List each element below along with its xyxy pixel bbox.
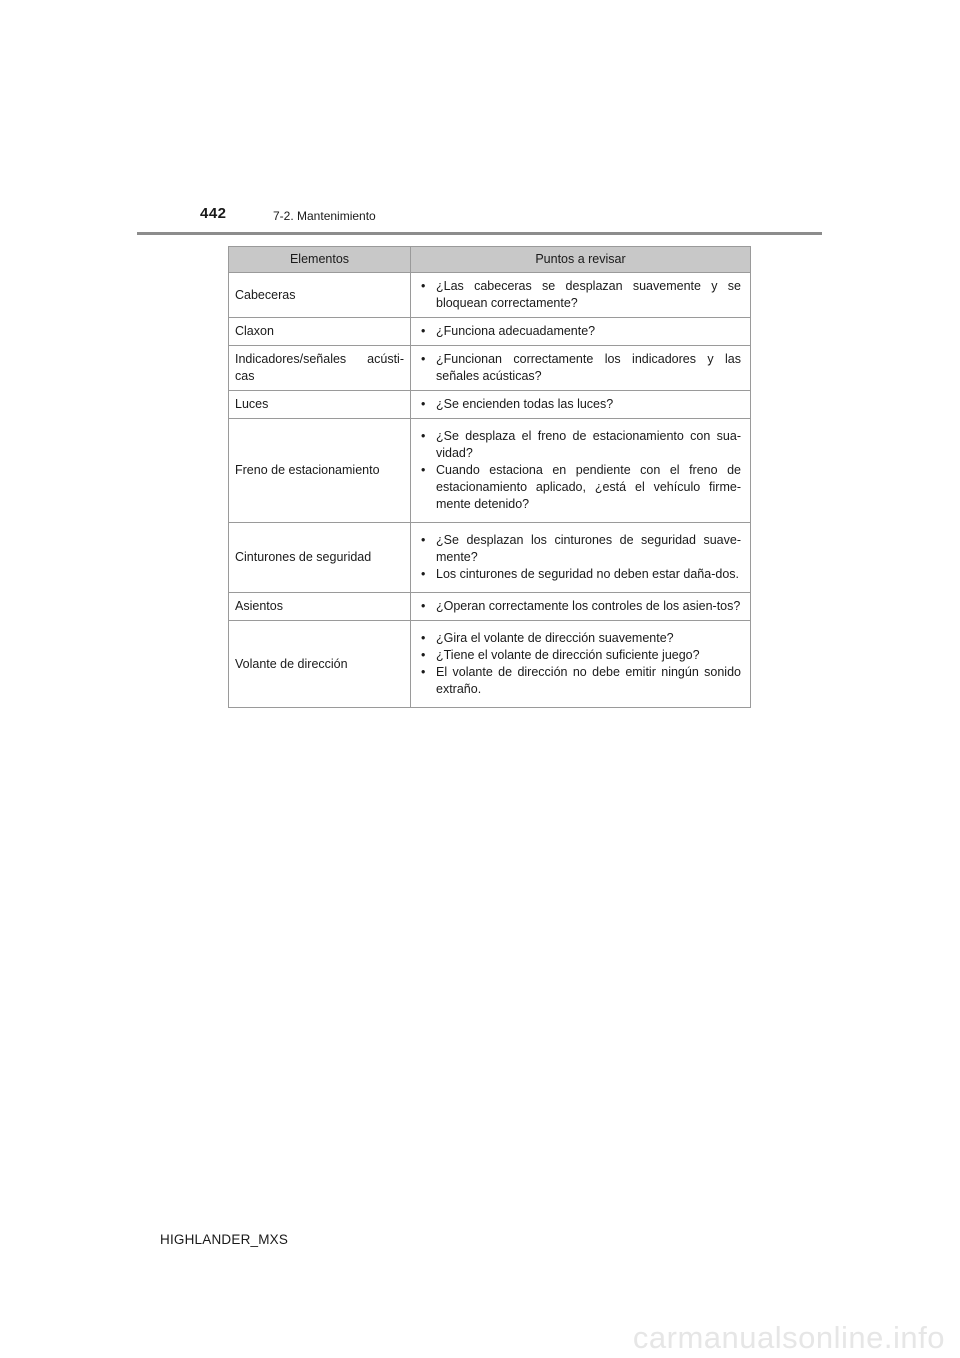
watermark: carmanualsonline.info — [632, 1320, 945, 1355]
bullet-marker: • — [421, 279, 426, 293]
check-point-text: ¿Tiene el volante de dirección suficiente juego? — [436, 648, 700, 662]
bullet-marker: • — [421, 324, 426, 338]
table-header-row — [229, 247, 751, 273]
check-point-text: ¿Operan correctamente los controles de los asien-tos? — [436, 599, 741, 613]
row-item-label: Freno de estacionamiento — [229, 419, 411, 523]
bullet-marker: • — [421, 665, 426, 679]
maintenance-check-table — [228, 246, 751, 708]
bullet-marker: • — [421, 631, 426, 645]
row-item-label: Volante de dirección — [229, 621, 411, 708]
footer-model-code: HIGHLANDER_MXS — [160, 1232, 289, 1247]
check-point-text: El volante de dirección no debe emitir ningún sonido extraño. — [436, 665, 741, 696]
check-point — [419, 598, 741, 615]
section-title: 7-2. Mantenimiento — [273, 209, 376, 223]
table-row — [229, 273, 751, 318]
row-check-points — [411, 621, 751, 708]
check-point — [419, 566, 741, 583]
header-divider — [137, 232, 822, 235]
check-point — [419, 462, 741, 513]
table-row — [229, 419, 751, 523]
bullet-marker: • — [421, 648, 426, 662]
table-row — [229, 593, 751, 621]
row-check-points — [411, 523, 751, 593]
check-point-text: Los cinturones de seguridad no deben estar daña-dos. — [436, 567, 739, 581]
check-point — [419, 396, 741, 413]
row-check-points — [411, 346, 751, 391]
column-header-elementos: Elementos — [229, 247, 411, 273]
check-point-text: ¿Funciona adecuadamente? — [436, 324, 596, 338]
table-row — [229, 523, 751, 593]
row-check-points — [411, 273, 751, 318]
bullet-marker: • — [421, 599, 426, 613]
row-check-points — [411, 419, 751, 523]
check-point — [419, 428, 741, 462]
check-point — [419, 647, 741, 664]
row-item-label: Luces — [229, 391, 411, 419]
check-point — [419, 278, 741, 312]
check-point-text: ¿Funcionan correctamente los indicadores y las señales acústicas? — [436, 352, 741, 383]
check-point — [419, 532, 741, 566]
bullet-marker: • — [421, 567, 426, 581]
row-item-label: Cabeceras — [229, 273, 411, 318]
row-check-points — [411, 391, 751, 419]
table-row — [229, 391, 751, 419]
check-point — [419, 351, 741, 385]
check-point-text: Cuando estaciona en pendiente con el freno de estacionamiento aplicado, ¿está el vehículo firme-mente detenido? — [436, 463, 741, 511]
check-point — [419, 630, 741, 647]
table-row — [229, 346, 751, 391]
row-check-points — [411, 593, 751, 621]
bullet-marker: • — [421, 533, 426, 547]
table-row — [229, 318, 751, 346]
check-point-text: ¿Se desplazan los cinturones de seguridad suave-mente? — [436, 533, 741, 564]
row-check-points — [411, 318, 751, 346]
bullet-marker: • — [421, 397, 426, 411]
check-point-text: ¿Se encienden todas las luces? — [436, 397, 614, 411]
bullet-marker: • — [421, 352, 426, 366]
page-number: 442 — [200, 205, 227, 222]
row-item-label: Indicadores/señales acústi-cas — [229, 346, 411, 391]
bullet-marker: • — [421, 429, 426, 443]
check-point — [419, 664, 741, 698]
row-item-label: Asientos — [229, 593, 411, 621]
column-header-puntos-a-revisar: Puntos a revisar — [411, 247, 751, 273]
check-point-text: ¿Las cabeceras se desplazan suavemente y se bloquean correctamente? — [436, 279, 741, 310]
row-item-label: Claxon — [229, 318, 411, 346]
check-point — [419, 323, 741, 340]
check-point-text: ¿Gira el volante de dirección suavemente? — [436, 631, 674, 645]
bullet-marker: • — [421, 463, 426, 477]
row-item-label: Cinturones de seguridad — [229, 523, 411, 593]
table-row — [229, 621, 751, 708]
check-point-text: ¿Se desplaza el freno de estacionamiento con sua-vidad? — [436, 429, 741, 460]
